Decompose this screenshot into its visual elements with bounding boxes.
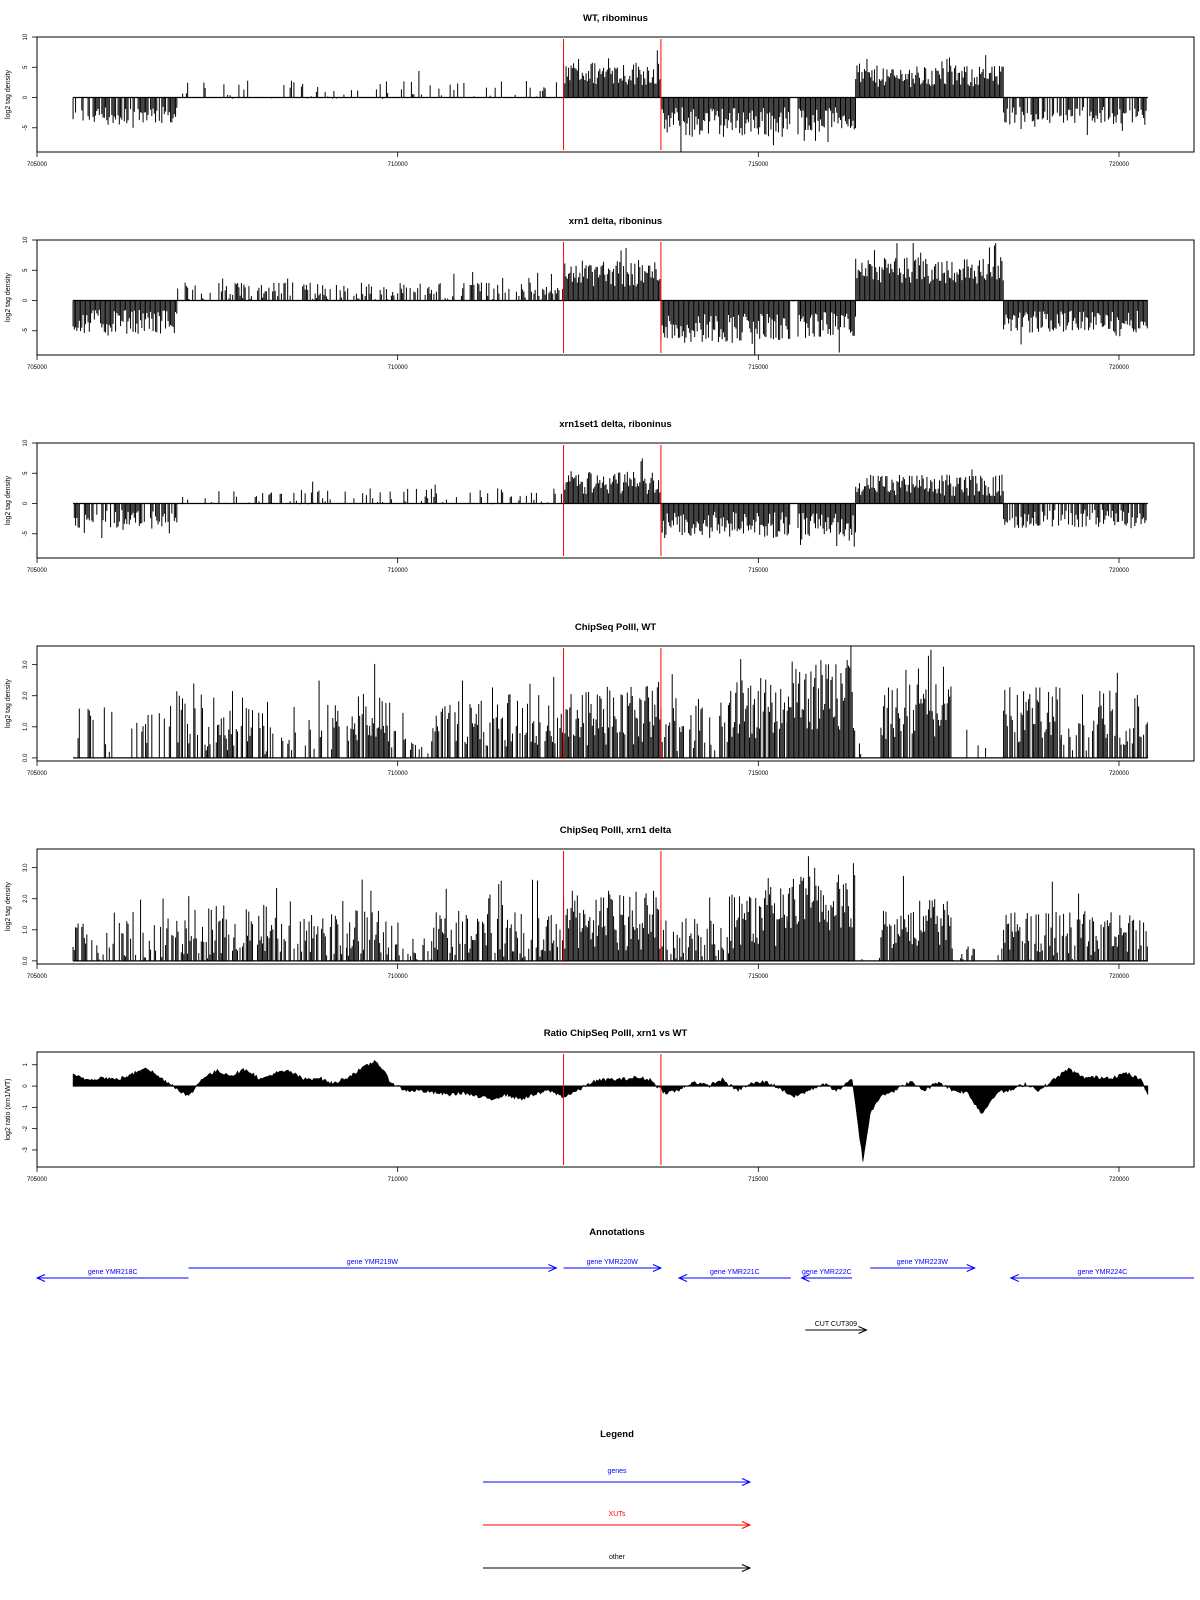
x-tick-label: 715000 xyxy=(748,1177,769,1183)
x-tick-label: 710000 xyxy=(387,162,408,168)
x-tick-label: 705000 xyxy=(26,1177,48,1183)
x-tick-label: 705000 xyxy=(26,162,48,168)
data-bars xyxy=(78,646,1147,758)
y-axis-label: log2 tag density xyxy=(5,678,12,729)
chart-panel xyxy=(5,622,1194,777)
y-tick-label: 0 xyxy=(23,1084,29,1088)
feature-label: gene YMR224C xyxy=(1077,1269,1128,1276)
y-tick-label: -5 xyxy=(23,125,29,131)
plot-frame xyxy=(37,849,1194,964)
annotations-panel xyxy=(37,1227,1194,1334)
legend-title: Legend xyxy=(600,1429,634,1440)
data-bars xyxy=(73,856,1147,961)
y-tick-label: 0.0 xyxy=(23,753,29,763)
feature-label: gene YMR223W xyxy=(896,1259,949,1266)
y-tick-label: 5 xyxy=(23,268,29,272)
x-tick-label: 715000 xyxy=(748,771,769,777)
y-tick-label: 0 xyxy=(23,501,29,506)
chart-title: ChipSeq PolII, xrn1 delta xyxy=(559,825,672,836)
legend-label: genes xyxy=(607,1468,627,1475)
plot-frame xyxy=(37,646,1194,761)
plot-frame xyxy=(37,37,1194,152)
y-tick-label: 5 xyxy=(23,471,29,475)
feature-label: gene YMR221C xyxy=(710,1269,760,1276)
x-tick-label: 705000 xyxy=(26,365,48,371)
x-tick-label: 720000 xyxy=(1108,568,1129,574)
y-axis-label: log2 tag density xyxy=(5,272,12,323)
x-tick-label: 720000 xyxy=(1108,771,1129,777)
plot-frame xyxy=(37,1052,1194,1167)
x-tick-label: 720000 xyxy=(1108,974,1129,980)
feature-label: gene YMR220W xyxy=(586,1259,638,1266)
y-tick-label: 0 xyxy=(23,95,29,100)
x-tick-label: 705000 xyxy=(26,974,48,980)
y-tick-label: -2 xyxy=(23,1125,29,1132)
ratio-area xyxy=(73,1061,1148,1162)
feature-label: gene YMR219W xyxy=(346,1259,399,1266)
y-tick-label: 10 xyxy=(23,33,29,41)
y-tick-label: 5 xyxy=(23,65,29,69)
y-axis-label: log2 tag density xyxy=(5,881,12,932)
legend-label: XUTs xyxy=(608,1511,626,1518)
y-tick-label: 1.0 xyxy=(23,722,29,731)
y-tick-label: 3.0 xyxy=(23,863,29,872)
y-tick-label: 10 xyxy=(23,236,29,244)
x-tick-label: 710000 xyxy=(387,1177,408,1183)
y-tick-label: 1 xyxy=(23,1063,29,1067)
y-tick-label: 10 xyxy=(23,439,29,447)
chart-title: WT, ribominus xyxy=(583,13,648,24)
chart-title: xrn1set1 delta, riboninus xyxy=(559,419,672,430)
y-tick-label: 3.0 xyxy=(23,660,29,669)
chart-panel xyxy=(5,216,1194,371)
y-tick-label: 0.0 xyxy=(23,956,29,966)
x-tick-label: 705000 xyxy=(26,771,48,777)
y-tick-label: 0 xyxy=(23,298,29,303)
feature-label: gene YMR218C xyxy=(87,1269,138,1276)
x-tick-label: 715000 xyxy=(748,365,769,371)
chart-panel xyxy=(5,13,1194,168)
x-tick-label: 705000 xyxy=(26,568,48,574)
data-bars xyxy=(73,243,1147,355)
legend-label: other xyxy=(609,1554,625,1561)
x-tick-label: 715000 xyxy=(748,162,769,168)
chart-panel xyxy=(5,825,1194,980)
y-axis-label: log2 ratio (xrn1/WT) xyxy=(5,1078,12,1141)
y-tick-label: -5 xyxy=(23,531,29,537)
plot-frame xyxy=(37,443,1194,558)
x-tick-label: 710000 xyxy=(387,974,408,980)
x-tick-label: 720000 xyxy=(1108,365,1129,371)
y-tick-label: 2.0 xyxy=(23,894,29,903)
chart-title: Ratio ChipSeq PolII, xrn1 vs WT xyxy=(543,1028,688,1039)
x-tick-label: 715000 xyxy=(748,974,769,980)
y-tick-label: -5 xyxy=(23,328,29,334)
data-bars xyxy=(74,458,1146,546)
y-axis-label: log2 tag density xyxy=(5,69,12,120)
x-tick-label: 710000 xyxy=(387,365,408,371)
data-bars xyxy=(73,50,1146,151)
chart-title: xrn1 delta, riboninus xyxy=(568,216,663,227)
feature-label: gene YMR222C xyxy=(802,1269,852,1276)
y-tick-label: 1.0 xyxy=(23,925,29,934)
chart-panel xyxy=(5,1028,1194,1183)
chart-panel xyxy=(5,419,1194,574)
chart-title: ChipSeq PolII, WT xyxy=(574,622,657,633)
x-tick-label: 710000 xyxy=(387,568,408,574)
y-tick-label: -3 xyxy=(23,1147,29,1153)
annotations-title: Annotations xyxy=(589,1227,645,1238)
x-tick-label: 720000 xyxy=(1108,162,1129,168)
x-tick-label: 720000 xyxy=(1108,1177,1129,1183)
y-tick-label: -1 xyxy=(23,1104,29,1111)
feature-label: CUT CUT309 xyxy=(814,1321,858,1328)
legend-panel xyxy=(483,1429,750,1572)
y-tick-label: 2.0 xyxy=(23,691,29,700)
y-axis-label: log2 tag density xyxy=(5,475,12,526)
x-tick-label: 710000 xyxy=(387,771,408,777)
x-tick-label: 715000 xyxy=(748,568,769,574)
